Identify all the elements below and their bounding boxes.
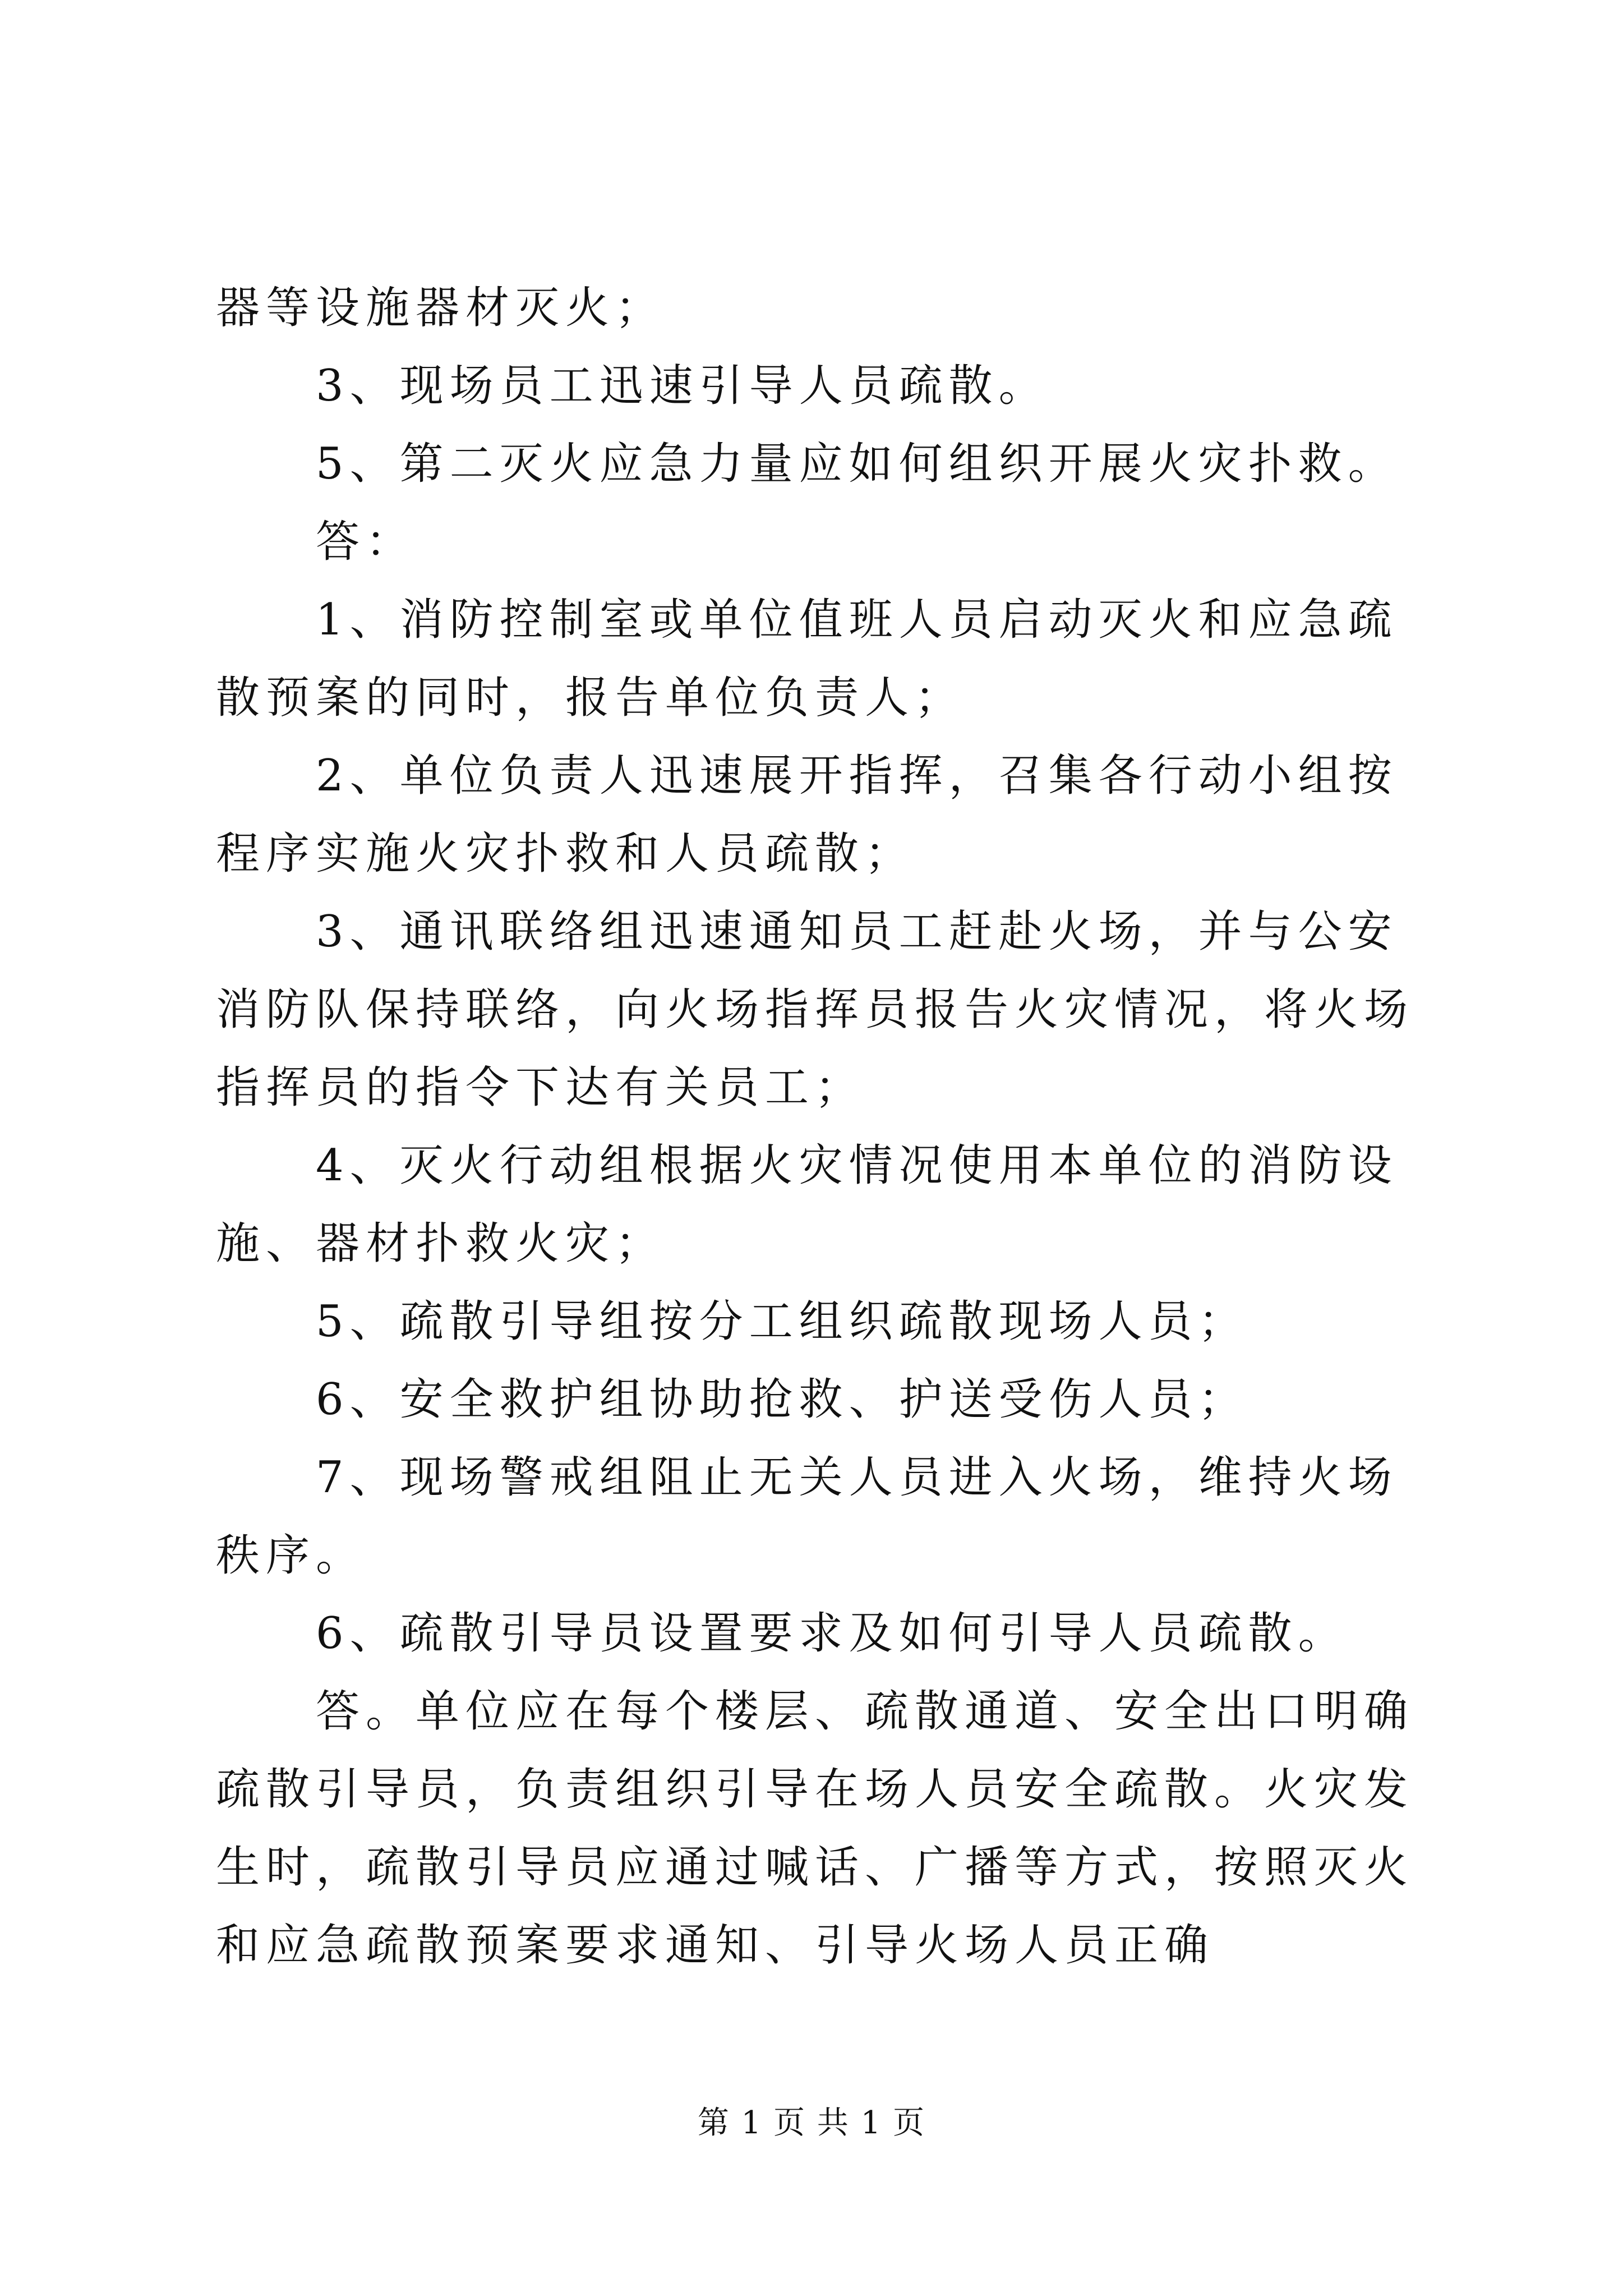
paragraph-continuation: 器等设施器材灭火； bbox=[216, 283, 666, 333]
paragraph-item: 1、消防控制室或单位值班人员启动灭火和应急疏散预案的同时，报告单位负责人； bbox=[216, 595, 1398, 723]
paragraph-item: 3、现场员工迅速引导人员疏散。 bbox=[316, 361, 1049, 411]
paragraph-item: 3、通讯联络组迅速通知员工赶赴火场，并与公安消防队保持联络，向火场指挥员报告火灾情况，将火场指挥员的指令下达有关员工； bbox=[216, 907, 1414, 1113]
paragraph-item: 4、灭火行动组根据火灾情况使用本单位的消防设施、器材扑救火灾； bbox=[216, 1140, 1398, 1269]
paragraph-answer-label: 答： bbox=[316, 517, 416, 567]
paragraph-item: 5、疏散引导组按分工组织疏散现场人员； bbox=[316, 1296, 1248, 1347]
paragraph-item: 2、单位负责人迅速展开指挥，召集各行动小组按程序实施火灾扑救和人员疏散； bbox=[216, 751, 1398, 879]
paragraph-item: 7、现场警戒组阻止无关人员进入火场，维持火场秩序。 bbox=[216, 1452, 1398, 1581]
paragraph-question: 6、疏散引导员设置要求及如何引导人员疏散。 bbox=[316, 1608, 1348, 1659]
document-body bbox=[216, 269, 1427, 1985]
page-footer: 第 1 页 共 1 页 bbox=[697, 2105, 926, 2141]
paragraph-item: 6、安全救护组协助抢救、护送受伤人员； bbox=[316, 1374, 1248, 1425]
paragraph-answer: 答。单位应在每个楼层、疏散通道、安全出口明确疏散引导员，负责组织引导在场人员安全疏散。火灾发生时，疏散引导员应通过喊话、广播等方式，按照灭火和应急疏散预案要求通知、引导火场人员正确 bbox=[216, 1686, 1414, 1971]
paragraph-question: 5、第二灭火应急力量应如何组织开展火灾扑救。 bbox=[316, 439, 1398, 489]
